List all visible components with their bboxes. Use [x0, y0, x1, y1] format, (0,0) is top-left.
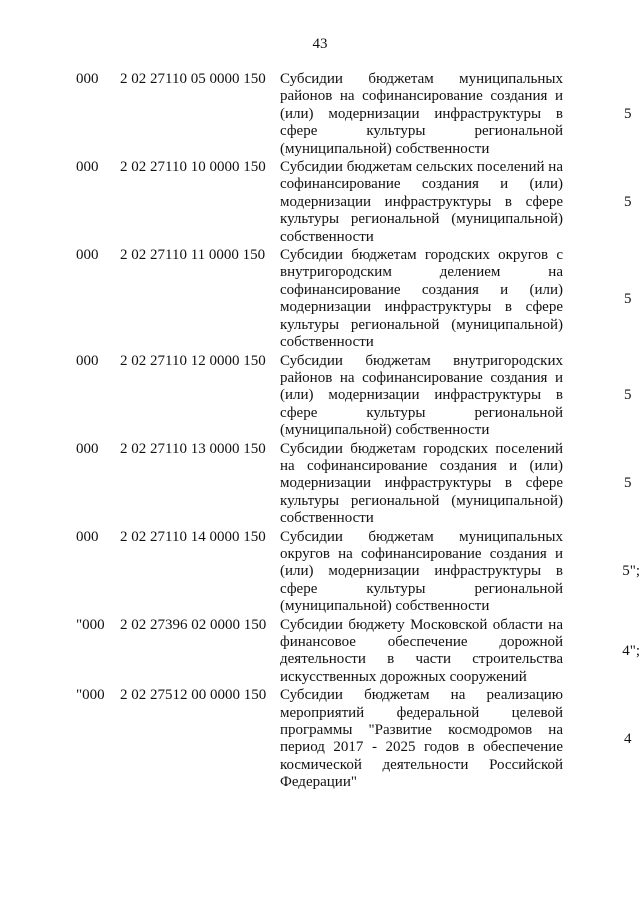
value: 5 [624, 193, 632, 210]
admin-code: 000 [76, 528, 99, 545]
admin-code: 000 [76, 247, 99, 264]
table-row [0, 617, 640, 687]
page-number: 43 [312, 36, 328, 52]
budget-classification-code: 2 02 27110 13 0000 150 [120, 440, 266, 457]
budget-classification-code: 2 02 27110 14 0000 150 [120, 528, 266, 545]
value: 5 [624, 105, 632, 122]
value-cell [563, 617, 640, 687]
budget-classification-code: 2 02 27110 10 0000 150 [120, 159, 266, 176]
admin-code: 000 [76, 71, 99, 87]
value: 5"; [622, 563, 640, 580]
value-cell [563, 247, 640, 351]
budget-classification-code: 2 02 27396 02 0000 150 [120, 616, 267, 633]
table-row [0, 441, 640, 528]
value-cell [563, 71, 640, 158]
income-name: Субсидии бюджетам городских округов с внутригородским делением на софинансирование создания и (или) модернизации инфраструктуры в сфере культуры региональной (муниципальной) собственности [280, 247, 563, 351]
budget-classification-code: 2 02 27110 05 0000 150 [120, 71, 266, 87]
table-row [0, 529, 640, 616]
table-row [0, 71, 640, 158]
value-cell [563, 529, 640, 616]
budget-classification-code: 2 02 27512 00 0000 150 [120, 687, 267, 704]
income-name: Субсидии бюджету Московской области на финансовое обеспечение дорожной деятельности в части строительства искусственных дорожных сооружений [280, 616, 563, 685]
admin-code: "000 [76, 616, 105, 633]
value: 5 [624, 387, 632, 404]
income-name: Субсидии бюджетам муниципальных районов на софинансирование создания и (или) модернизации инфраструктуры в сфере культуры региональной (муниципальной) собственности [280, 71, 563, 157]
table-row [0, 247, 640, 351]
admin-code: "000 [76, 687, 105, 704]
value-cell [563, 441, 640, 528]
table-row [0, 159, 640, 246]
admin-code: 000 [76, 352, 99, 369]
budget-code-table [0, 71, 640, 793]
value-cell [563, 353, 640, 440]
budget-classification-code: 2 02 27110 12 0000 150 [120, 352, 266, 369]
admin-code: 000 [76, 440, 99, 457]
value: 5 [624, 290, 632, 307]
value: 4"; [622, 642, 640, 659]
admin-code: 000 [76, 159, 99, 176]
value: 4 [624, 730, 632, 747]
income-name: Субсидии бюджетам муниципальных округов на софинансирование создания и (или) модернизации инфраструктуры в сфере культуры региональной (муниципальной) собственности [280, 528, 563, 615]
income-name: Субсидии бюджетам на реализацию мероприятий федеральной целевой программы "Развитие космодромов на период 2017 - 2025 годов в обеспечение космической деятельности Российской Федерации" [280, 687, 563, 791]
table-row [0, 687, 640, 791]
income-name: Субсидии бюджетам сельских поселений на софинансирование создания и (или) модернизации инфраструктуры в сфере культуры региональной (муниципальной) собственности [280, 159, 563, 245]
budget-classification-code: 2 02 27110 11 0000 150 [120, 247, 266, 264]
value: 5 [624, 475, 632, 492]
income-name: Субсидии бюджетам городских поселений на софинансирование создания и (или) модернизации инфраструктуры в сфере культуры региональной (муниципальной) собственности [280, 440, 563, 527]
value-cell [563, 687, 640, 791]
table-row [0, 353, 640, 440]
value-cell [563, 159, 640, 246]
income-name: Субсидии бюджетам внутригородских районов на софинансирование создания и (или) модернизации инфраструктуры в сфере культуры региональной (муниципальной) собственности [280, 352, 563, 439]
